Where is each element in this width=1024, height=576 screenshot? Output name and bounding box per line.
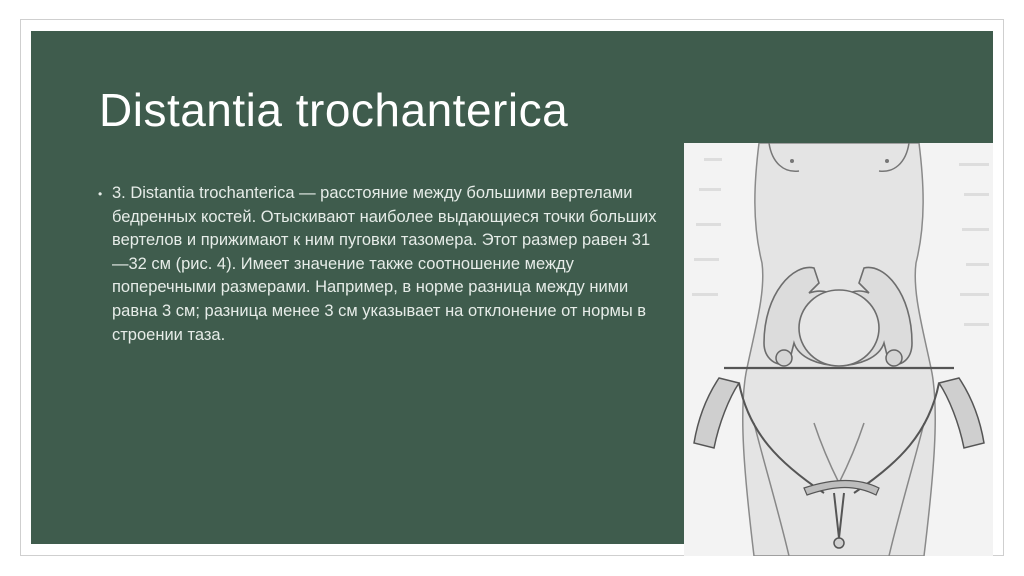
bullet-item [98,182,663,347]
pelvimeter-illustration [684,143,993,556]
slide-title: Distantia trochanterica [99,84,569,136]
pelvis-measurement-figure [684,143,993,556]
body-text-block [98,182,663,347]
bullet-paragraph: 3. Distantia trochanterica — расстояние между большими вертелами бедренных костей. Отыскивают наиболее выдающиеся точки больших вертелов и прижимают к ним пуговки тазомера. Этот размер равен 31—32 см (рис. 4). Имеет значение также соотношение между поперечными размерами. Например, в норме разница между ними равна 3 см; разница менее 3 см указывает на отклонение от нормы в строении таза. [112,184,657,344]
bullet-icon: • [98,187,103,201]
